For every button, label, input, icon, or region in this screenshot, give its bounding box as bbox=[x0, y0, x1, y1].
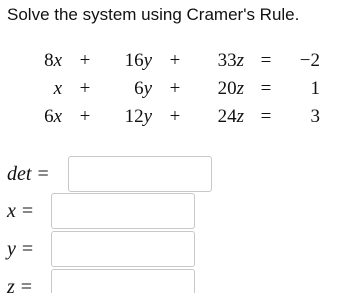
x-variable: x bbox=[53, 50, 62, 71]
z-variable: z bbox=[236, 106, 244, 127]
x-term bbox=[10, 105, 62, 129]
x-variable: x bbox=[53, 106, 62, 127]
z-variable: z bbox=[236, 50, 244, 71]
x-term bbox=[10, 77, 62, 101]
x-input[interactable] bbox=[51, 193, 195, 229]
y-term bbox=[100, 49, 152, 73]
y-coefficient: 6 bbox=[134, 78, 144, 99]
y-variable: y bbox=[143, 50, 152, 71]
equals-sign: = bbox=[260, 50, 272, 71]
right-hand-side: 1 bbox=[310, 78, 320, 99]
z-label: z = bbox=[7, 276, 33, 293]
z-coefficient: 24 bbox=[217, 106, 237, 127]
right-hand-side: −2 bbox=[299, 50, 320, 71]
equation-row-1 bbox=[0, 49, 361, 73]
x-coefficient: 6 bbox=[44, 106, 54, 127]
plus-sign: + bbox=[79, 50, 91, 71]
y-variable: y bbox=[143, 78, 152, 99]
z-variable: z bbox=[236, 78, 244, 99]
plus-sign: + bbox=[79, 78, 91, 99]
z-input[interactable] bbox=[51, 269, 195, 293]
x-label: x = bbox=[7, 200, 34, 222]
y-term bbox=[100, 77, 152, 101]
det-input[interactable] bbox=[68, 156, 212, 192]
y-coefficient: 12 bbox=[124, 106, 144, 127]
y-coefficient: 16 bbox=[124, 50, 144, 71]
answer-row-x bbox=[0, 192, 361, 230]
y-term bbox=[100, 105, 152, 129]
z-term bbox=[192, 49, 244, 73]
answer-row-z bbox=[0, 268, 361, 293]
equals-sign: = bbox=[260, 106, 272, 127]
x-coefficient: 8 bbox=[44, 50, 54, 71]
x-term bbox=[10, 49, 62, 73]
x-variable: x bbox=[53, 78, 62, 99]
equals-sign: = bbox=[260, 78, 272, 99]
equation-row-3 bbox=[0, 105, 361, 129]
problem-prompt: Solve the system using Cramer's Rule. bbox=[7, 5, 300, 24]
z-term bbox=[192, 77, 244, 101]
answer-row-det bbox=[0, 155, 361, 193]
z-term bbox=[192, 105, 244, 129]
z-coefficient: 20 bbox=[217, 78, 237, 99]
y-input[interactable] bbox=[51, 231, 195, 267]
y-variable: y bbox=[143, 106, 152, 127]
right-hand-side: 3 bbox=[310, 106, 320, 127]
plus-sign: + bbox=[79, 106, 91, 127]
answer-row-y bbox=[0, 230, 361, 268]
det-label: det = bbox=[7, 163, 49, 185]
plus-sign: + bbox=[169, 78, 181, 99]
y-label: y = bbox=[7, 238, 34, 260]
plus-sign: + bbox=[169, 50, 181, 71]
z-coefficient: 33 bbox=[217, 50, 237, 71]
equation-row-2 bbox=[0, 77, 361, 101]
plus-sign: + bbox=[169, 106, 181, 127]
